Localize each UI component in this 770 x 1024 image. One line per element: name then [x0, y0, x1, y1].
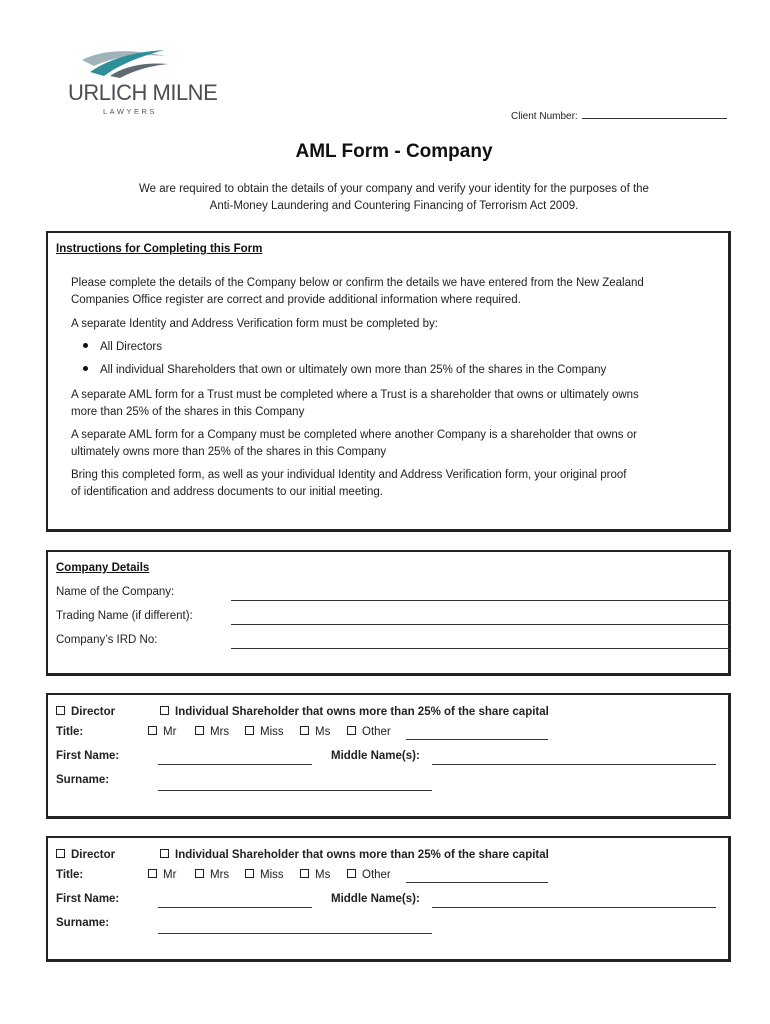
ird-number-input-line[interactable]: [231, 648, 731, 649]
title-option-ms[interactable]: [300, 726, 330, 738]
title-option-ms[interactable]: [300, 869, 330, 881]
title-option-label: Other: [362, 869, 391, 881]
middle-name-input-line[interactable]: [432, 907, 716, 908]
instructions-paragraph-4: [71, 427, 637, 460]
instructions-paragraph-5: [71, 467, 626, 500]
title-option-label: Other: [362, 726, 391, 738]
middle-name-label: Middle Name(s):: [331, 893, 420, 905]
title-other-input-line[interactable]: [406, 739, 548, 740]
ird-number-label: Company’s IRD No:: [56, 634, 158, 646]
title-option-label: Mr: [163, 726, 177, 738]
title-option-label: Miss: [260, 726, 284, 738]
bullet-text: All individual Shareholders that own or ultimately own more than 25% of the shares in the Company: [100, 364, 607, 376]
first-name-label: First Name:: [56, 750, 120, 762]
instructions-p5-line-1: Bring this completed form, as well as your individual Identity and Address Verification form, your original proof: [71, 469, 627, 481]
intro-text: [80, 181, 708, 215]
company-details-heading: Company Details: [56, 562, 150, 574]
instructions-p5-line-2: of identification and address documents to our initial meeting.: [71, 485, 383, 498]
surname-label: Surname:: [56, 774, 110, 786]
checkbox-icon[interactable]: [195, 726, 204, 735]
checkbox-icon[interactable]: [56, 706, 65, 715]
surname-input-line[interactable]: [158, 933, 432, 934]
shareholder-checkbox[interactable]: [160, 706, 549, 718]
checkbox-icon[interactable]: [56, 849, 65, 858]
bullet-text: All Directors: [100, 341, 162, 353]
first-name-input-line[interactable]: [158, 764, 312, 765]
client-number-label: Client Number:: [511, 111, 578, 122]
title-other-input-line[interactable]: [406, 882, 548, 883]
client-number-line[interactable]: [582, 109, 727, 119]
instructions-p1-line-2: Companies Office register are correct and provide additional information where required.: [71, 293, 521, 306]
checkbox-icon[interactable]: [347, 869, 356, 878]
bullet-item: [83, 341, 162, 353]
company-details-box: [46, 550, 731, 676]
instructions-box: [46, 231, 731, 532]
intro-line-1: We are required to obtain the details of your company and verify your identity for the purposes of the: [139, 183, 649, 195]
director-checkbox[interactable]: [56, 849, 115, 861]
title-option-label: Ms: [315, 726, 331, 738]
title-option-mr[interactable]: [148, 869, 176, 881]
company-name-input-line[interactable]: [231, 600, 731, 601]
checkbox-icon[interactable]: [160, 849, 169, 858]
instructions-paragraph-3: [71, 387, 639, 420]
title-option-miss[interactable]: [245, 869, 284, 881]
title-option-miss[interactable]: [245, 726, 284, 738]
title-option-label: Miss: [260, 869, 284, 881]
trading-name-input-line[interactable]: [231, 624, 731, 625]
checkbox-icon[interactable]: [300, 869, 309, 878]
checkbox-icon[interactable]: [347, 726, 356, 735]
bullet-item: [83, 364, 606, 376]
checkbox-icon[interactable]: [300, 726, 309, 735]
checkbox-icon[interactable]: [245, 726, 254, 735]
title-option-mr[interactable]: [148, 726, 176, 738]
director-label: Director: [71, 849, 116, 861]
title-option-label: Mrs: [210, 726, 230, 738]
bullet-icon: [83, 366, 88, 371]
person-details-box: [46, 693, 731, 819]
checkbox-icon[interactable]: [245, 869, 254, 878]
title-option-mrs[interactable]: [195, 869, 229, 881]
surname-input-line[interactable]: [158, 790, 432, 791]
instructions-p4-line-1: A separate AML form for a Company must be completed where another Company is a shareholder that owns or: [71, 429, 637, 441]
logo-subtitle: LAWYERS: [103, 107, 157, 116]
company-name-label: Name of the Company:: [56, 586, 175, 598]
title-option-other[interactable]: [347, 726, 391, 738]
middle-name-input-line[interactable]: [432, 764, 716, 765]
trading-name-label: Trading Name (if different):: [56, 610, 193, 622]
checkbox-icon[interactable]: [148, 726, 157, 735]
first-name-input-line[interactable]: [158, 907, 312, 908]
instructions-heading: Instructions for Completing this Form: [56, 243, 263, 255]
instructions-p3-line-2: more than 25% of the shares in this Company: [71, 405, 305, 418]
logo-swoosh-icon: [80, 46, 170, 82]
surname-label: Surname:: [56, 917, 110, 929]
instructions-paragraph-2: A separate Identity and Address Verification form must be completed by:: [71, 318, 438, 330]
shareholder-label: Individual Shareholder that owns more than 25% of the share capital: [175, 706, 549, 718]
middle-name-label: Middle Name(s):: [331, 750, 420, 762]
title-option-label: Mr: [163, 869, 177, 881]
title-option-label: Mrs: [210, 869, 230, 881]
client-number-field[interactable]: [511, 109, 727, 122]
checkbox-icon[interactable]: [195, 869, 204, 878]
person-details-box: [46, 836, 731, 962]
title-option-label: Ms: [315, 869, 331, 881]
instructions-p1-line-1: Please complete the details of the Company below or confirm the details we have entered from the New Zealand: [71, 277, 644, 289]
first-name-label: First Name:: [56, 893, 120, 905]
bullet-icon: [83, 343, 88, 348]
director-label: Director: [71, 706, 116, 718]
intro-line-2: Anti-Money Laundering and Countering Financing of Terrorism Act 2009.: [209, 200, 579, 212]
title-option-other[interactable]: [347, 869, 391, 881]
instructions-p4-line-2: ultimately owns more than 25% of the shares in this Company: [71, 445, 387, 458]
checkbox-icon[interactable]: [160, 706, 169, 715]
director-checkbox[interactable]: [56, 706, 115, 718]
title-option-mrs[interactable]: [195, 726, 229, 738]
logo-wordmark: URLICH MILNE: [68, 80, 218, 105]
instructions-paragraph-1: [71, 275, 644, 308]
shareholder-label: Individual Shareholder that owns more than 25% of the share capital: [175, 849, 549, 861]
checkbox-icon[interactable]: [148, 869, 157, 878]
shareholder-checkbox[interactable]: [160, 849, 549, 861]
title-label: Title:: [56, 726, 84, 738]
instructions-p3-line-1: A separate AML form for a Trust must be completed where a Trust is a shareholder that owns or ultimately owns: [71, 389, 639, 401]
page-title: AML Form - Company: [295, 141, 493, 162]
title-label: Title:: [56, 869, 84, 881]
